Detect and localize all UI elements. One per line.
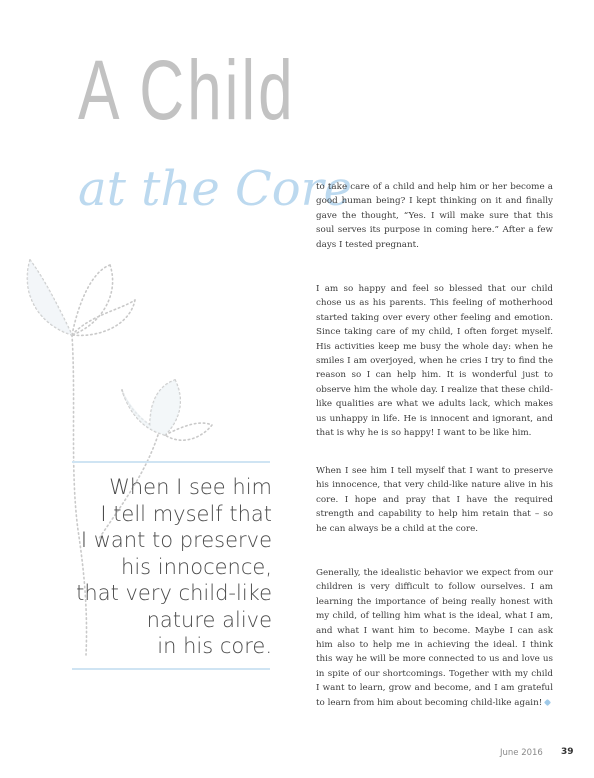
body-paragraph: to take care of a child and help him or her become a good human being? I kept thinking on it and finally gave the thought, “Yes. I will make sure that this soul serves its purpose in coming here.” After a few days I tested pregnant. <box>316 182 553 250</box>
body-paragraph-text: Generally, the idealistic behavior we expect from our children is very difficult to follow ourselves. I am learning the importance of being really honest with my child, of telling him what is the ideal, what I am, and what I want him to become. Maybe I can ask him also to help me in achieving the ideal. I think this way he will be more connected to us and love us in spite of our shortcomings. Together with my child I want to learn, grow and become, and I am grateful to learn from him about becoming child-like again! <box>316 568 553 708</box>
article-subtitle: at the Core <box>78 161 353 217</box>
pull-quote-line: nature alive <box>146 607 272 632</box>
page-number: 39 <box>561 747 574 757</box>
body-paragraph-last <box>316 566 553 710</box>
issue-date: June 2016 <box>500 748 543 758</box>
pull-quote-bottom-rule <box>72 668 270 670</box>
pull-quote-line: When I see him <box>109 475 272 499</box>
pull-quote <box>70 474 272 660</box>
article-title: A Child <box>78 43 296 137</box>
body-paragraph: I am so happy and feel so blessed that our child chose us as his parents. This feeling of motherhood started taking over every other feeling and emotion. Since taking care of my child, I often forget myself. His activities keep me busy the whole day: when he smiles I am overjoyed, when he cries I try to find the reason so I can help him. It is wonderful just to observe him the whole day. I realize that these child-like qualities are what we adults lack, which makes us unhappy in life. He is innocent and ignorant, and that is why he is so happy! I want to be like him. <box>316 284 553 439</box>
body-paragraph: When I see him I tell myself that I want to preserve his innocence, that very child-like nature alive in his core. I hope and pray that I have the required strength and capability to help him retain that – so he can always be a child at the core. <box>316 466 553 534</box>
pull-quote-line: I tell myself that <box>100 501 272 526</box>
pull-quote-top-rule <box>72 461 270 463</box>
diamond-end-mark-icon <box>544 699 551 706</box>
pull-quote-line: his innocence, <box>121 554 272 579</box>
pull-quote-line: in his core. <box>157 634 272 658</box>
pull-quote-line: that very child-like <box>76 581 272 605</box>
pull-quote-line: I want to preserve <box>80 528 272 552</box>
